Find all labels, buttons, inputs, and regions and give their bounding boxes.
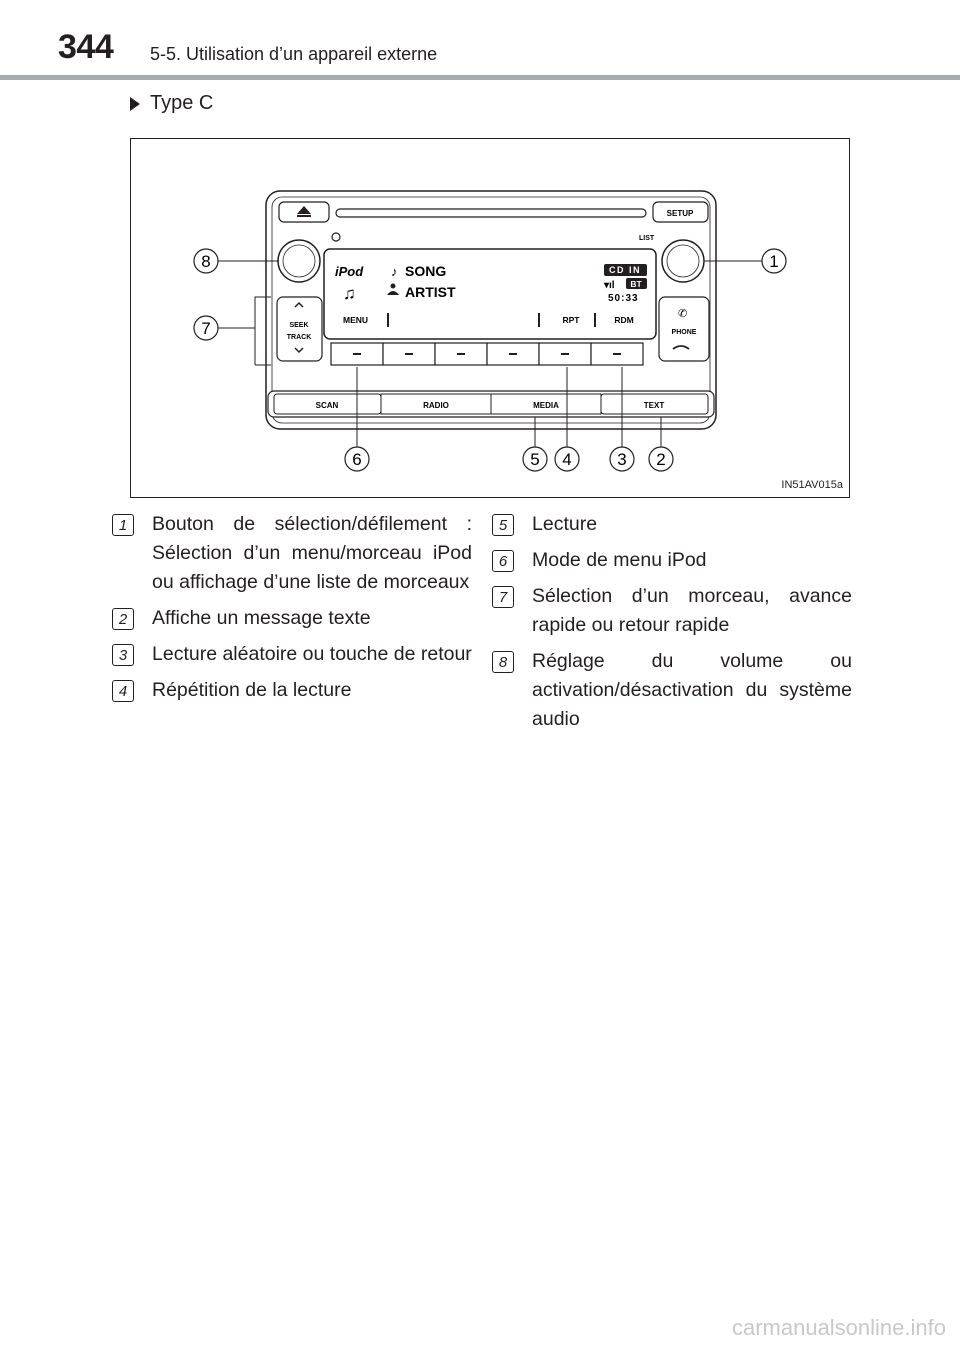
description-text-2: Affiche un message texte: [152, 607, 371, 629]
description-text-3: Lecture aléatoire ou touche de retour: [152, 643, 472, 665]
description-text-1: Bouton de sélection/défilement : Sélection d’un menu/morceau iPod ou affichage d’une liste de morceaux: [152, 513, 472, 593]
display-artist: ARTIST: [405, 284, 456, 300]
callout-1-label: 1: [769, 252, 779, 271]
audio-unit-drawing: [131, 139, 849, 497]
setup-label: SETUP: [666, 209, 694, 218]
artist-icon: [391, 284, 396, 289]
page-header: [0, 0, 960, 80]
bt-label: BT: [630, 279, 642, 289]
type-label: [130, 92, 213, 115]
callout-2-label: 2: [656, 450, 666, 469]
description-item-3: [112, 640, 472, 669]
description-item-6: [492, 546, 852, 575]
phone-label: PHONE: [671, 329, 697, 336]
display-source: iPod: [335, 264, 364, 279]
phone-pickup-icon: ✆: [678, 308, 688, 320]
descriptions-left: [112, 510, 472, 712]
num-box-2: 2: [112, 608, 134, 630]
audio-unit-figure: [130, 138, 850, 498]
cd-in-label: CD IN: [609, 265, 641, 275]
display-song: SONG: [405, 263, 447, 279]
radio-label: RADIO: [423, 401, 449, 410]
num-box-1: 1: [112, 514, 134, 536]
description-text-8: Réglage du volume ou activation/désactivation du système audio: [532, 650, 852, 730]
section-title: 5-5. Utilisation d’un appareil externe: [150, 44, 438, 64]
description-item-1: [112, 510, 472, 597]
seek-label: SEEK: [289, 322, 309, 329]
preset-buttons: [331, 343, 643, 365]
num-box-5: 5: [492, 514, 514, 536]
select-knob[interactable]: [662, 240, 704, 282]
type-label-text: Type C: [150, 92, 214, 114]
cd-slot: [336, 209, 646, 217]
header-rule: [0, 75, 960, 80]
description-item-4: [112, 676, 472, 705]
media-label: MEDIA: [533, 401, 559, 410]
num-box-7: 7: [492, 586, 514, 608]
description-text-4: Répétition de la lecture: [152, 679, 352, 701]
volume-knob[interactable]: [278, 240, 320, 282]
description-text-7: Sélection d’un morceau, avance rapide ou retour rapide: [532, 585, 852, 636]
description-item-2: [112, 604, 472, 633]
callout-8-label: 8: [201, 252, 211, 271]
music-icon: ♫: [343, 284, 356, 303]
callout-7-label: 7: [201, 319, 211, 338]
note-icon: ♪: [391, 264, 398, 279]
num-box-4: 4: [112, 680, 134, 702]
list-label: LIST: [639, 235, 655, 242]
watermark[interactable]: carmanualsonline.info: [731, 1315, 946, 1340]
signal-icon: ▾ıl: [604, 280, 615, 291]
num-box-6: 6: [492, 550, 514, 572]
rdm-label: RDM: [614, 315, 634, 325]
scan-label: SCAN: [315, 401, 339, 410]
num-box-8: 8: [492, 651, 514, 673]
bullet-triangle-icon: [130, 97, 140, 111]
descriptions-right: [492, 510, 852, 741]
callout-5-label: 5: [530, 450, 540, 469]
menu-label: MENU: [343, 315, 369, 325]
num-box-3: 3: [112, 644, 134, 666]
callout-4-label: 4: [562, 450, 572, 469]
callout-3-label: 3: [617, 450, 627, 469]
description-item-8: [492, 647, 852, 734]
track-label: TRACK: [286, 334, 312, 341]
figure-code: IN51AV015a: [781, 479, 843, 491]
description-item-7: [492, 582, 852, 640]
description-text-6: Mode de menu iPod: [532, 549, 707, 571]
display-time: 50:33: [608, 293, 639, 304]
callout-6-label: 6: [352, 450, 362, 469]
page-number: 344: [58, 28, 114, 66]
description-text-5: Lecture: [532, 513, 598, 535]
description-item-5: [492, 510, 852, 539]
text-label: TEXT: [643, 401, 665, 410]
rpt-label: RPT: [562, 315, 580, 325]
